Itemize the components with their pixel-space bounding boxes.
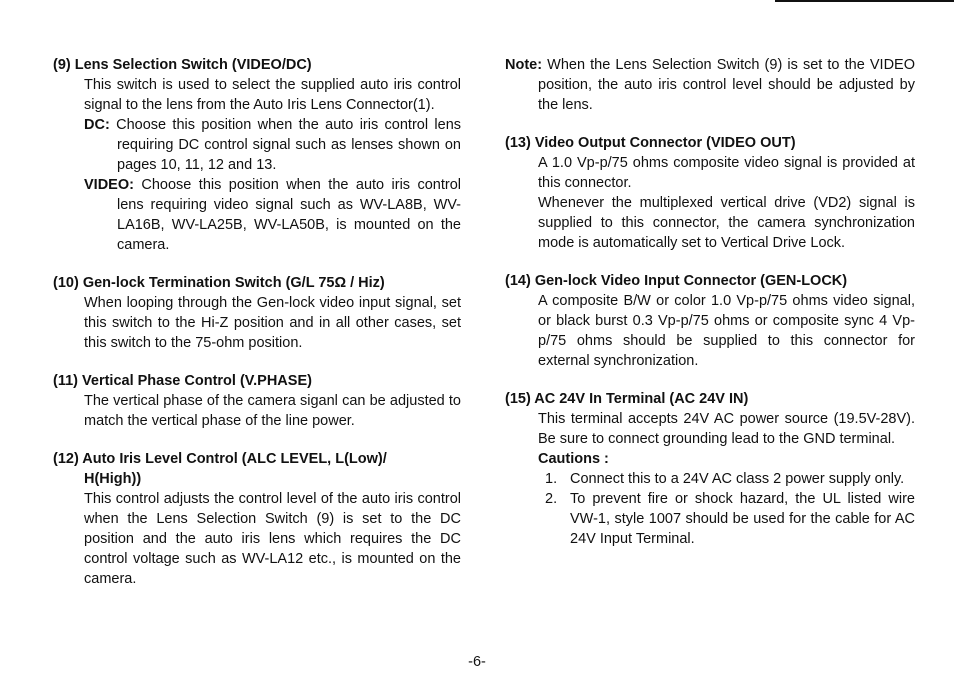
dc-term: DC: <box>84 117 110 133</box>
section-9-body: This switch is used to select the supplied auto iris control signal to the lens from the Auto Iris Lens Connector(1). <box>84 77 461 113</box>
section-13-body-2: Whenever the multiplexed vertical drive (VD2) signal is supplied to this connector, the camera synchronization mode is automatically set to Vertical Drive Lock. <box>538 195 915 251</box>
caution-item <box>505 489 915 549</box>
section-10 <box>53 273 461 353</box>
note <box>505 55 915 115</box>
note-text: When the Lens Selection Switch (9) is set to the VIDEO position, the auto iris control level should be adjusted by the lens. <box>538 57 915 113</box>
left-column <box>53 55 461 607</box>
right-column <box>505 55 915 567</box>
section-13 <box>505 133 915 253</box>
page-number: -6- <box>468 654 486 670</box>
section-9 <box>53 55 461 255</box>
dc-text: Choose this position when the auto iris control lens requiring DC control signal such as lenses shown on pages 10, 11, 12 and 13. <box>116 117 462 173</box>
note-label: Note: <box>505 57 543 73</box>
section-15 <box>505 389 915 549</box>
caution-text: Connect this to a 24V AC class 2 power supply only. <box>570 471 905 487</box>
section-10-title: (10) Gen-lock Termination Switch (G/L 75Ω / Hiz) <box>53 275 385 291</box>
section-12-title-line2: H(High)) <box>84 471 142 487</box>
caution-text: To prevent fire or shock hazard, the UL listed wire VW-1, style 1007 should be used for the cable for AC 24V Input Terminal. <box>570 491 915 547</box>
section-12 <box>53 449 461 589</box>
section-15-title: (15) AC 24V In Terminal (AC 24V IN) <box>505 391 749 407</box>
caution-number: 1. <box>545 471 558 487</box>
section-9-title: (9) Lens Selection Switch (VIDEO/DC) <box>53 57 312 73</box>
section-14-title: (14) Gen-lock Video Input Connector (GEN-LOCK) <box>505 273 848 289</box>
section-9-video <box>53 175 461 255</box>
caution-number: 2. <box>545 491 558 507</box>
cautions-list <box>505 469 915 549</box>
section-12-title-line1: (12) Auto Iris Level Control (ALC LEVEL, L(Low)/ <box>53 451 387 467</box>
video-text: Choose this position when the auto iris control lens requiring video signal such as WV-LA8B, WV-LA16B, WV-LA25B, WV-LA50B, is mounted on the camera. <box>117 177 461 253</box>
video-term: VIDEO: <box>84 177 134 193</box>
section-13-title: (13) Video Output Connector (VIDEO OUT) <box>505 135 796 151</box>
section-14-body: A composite B/W or color 1.0 Vp-p/75 ohms video signal, or black burst 0.3 Vp-p/75 ohms or composite sync 4 Vp-p/75 ohms should be supplied to this connector for external synchronization. <box>538 293 915 369</box>
section-14 <box>505 271 915 371</box>
section-12-body: This control adjusts the control level of the auto iris control when the Lens Selection Switch (9) is set to the DC position and the auto iris lens which requires the DC control voltage such as WV-LA12 etc., is mounted on the camera. <box>84 491 461 587</box>
section-13-body-1: A 1.0 Vp-p/75 ohms composite video signal is provided at this connector. <box>538 155 915 191</box>
cautions-title: Cautions : <box>538 451 609 467</box>
section-10-body: When looping through the Gen-lock video input signal, set this switch to the Hi-Z position and in all other cases, set this switch to the 75-ohm position. <box>84 295 461 351</box>
section-11 <box>53 371 461 431</box>
top-rule <box>775 0 954 2</box>
section-11-title: (11) Vertical Phase Control (V.PHASE) <box>53 373 312 389</box>
section-9-dc <box>53 115 461 175</box>
caution-item <box>505 469 915 489</box>
section-11-body: The vertical phase of the camera siganl can be adjusted to match the vertical phase of the line power. <box>84 393 461 429</box>
section-15-body: This terminal accepts 24V AC power source (19.5V-28V). Be sure to connect grounding lead to the GND terminal. <box>538 411 915 447</box>
